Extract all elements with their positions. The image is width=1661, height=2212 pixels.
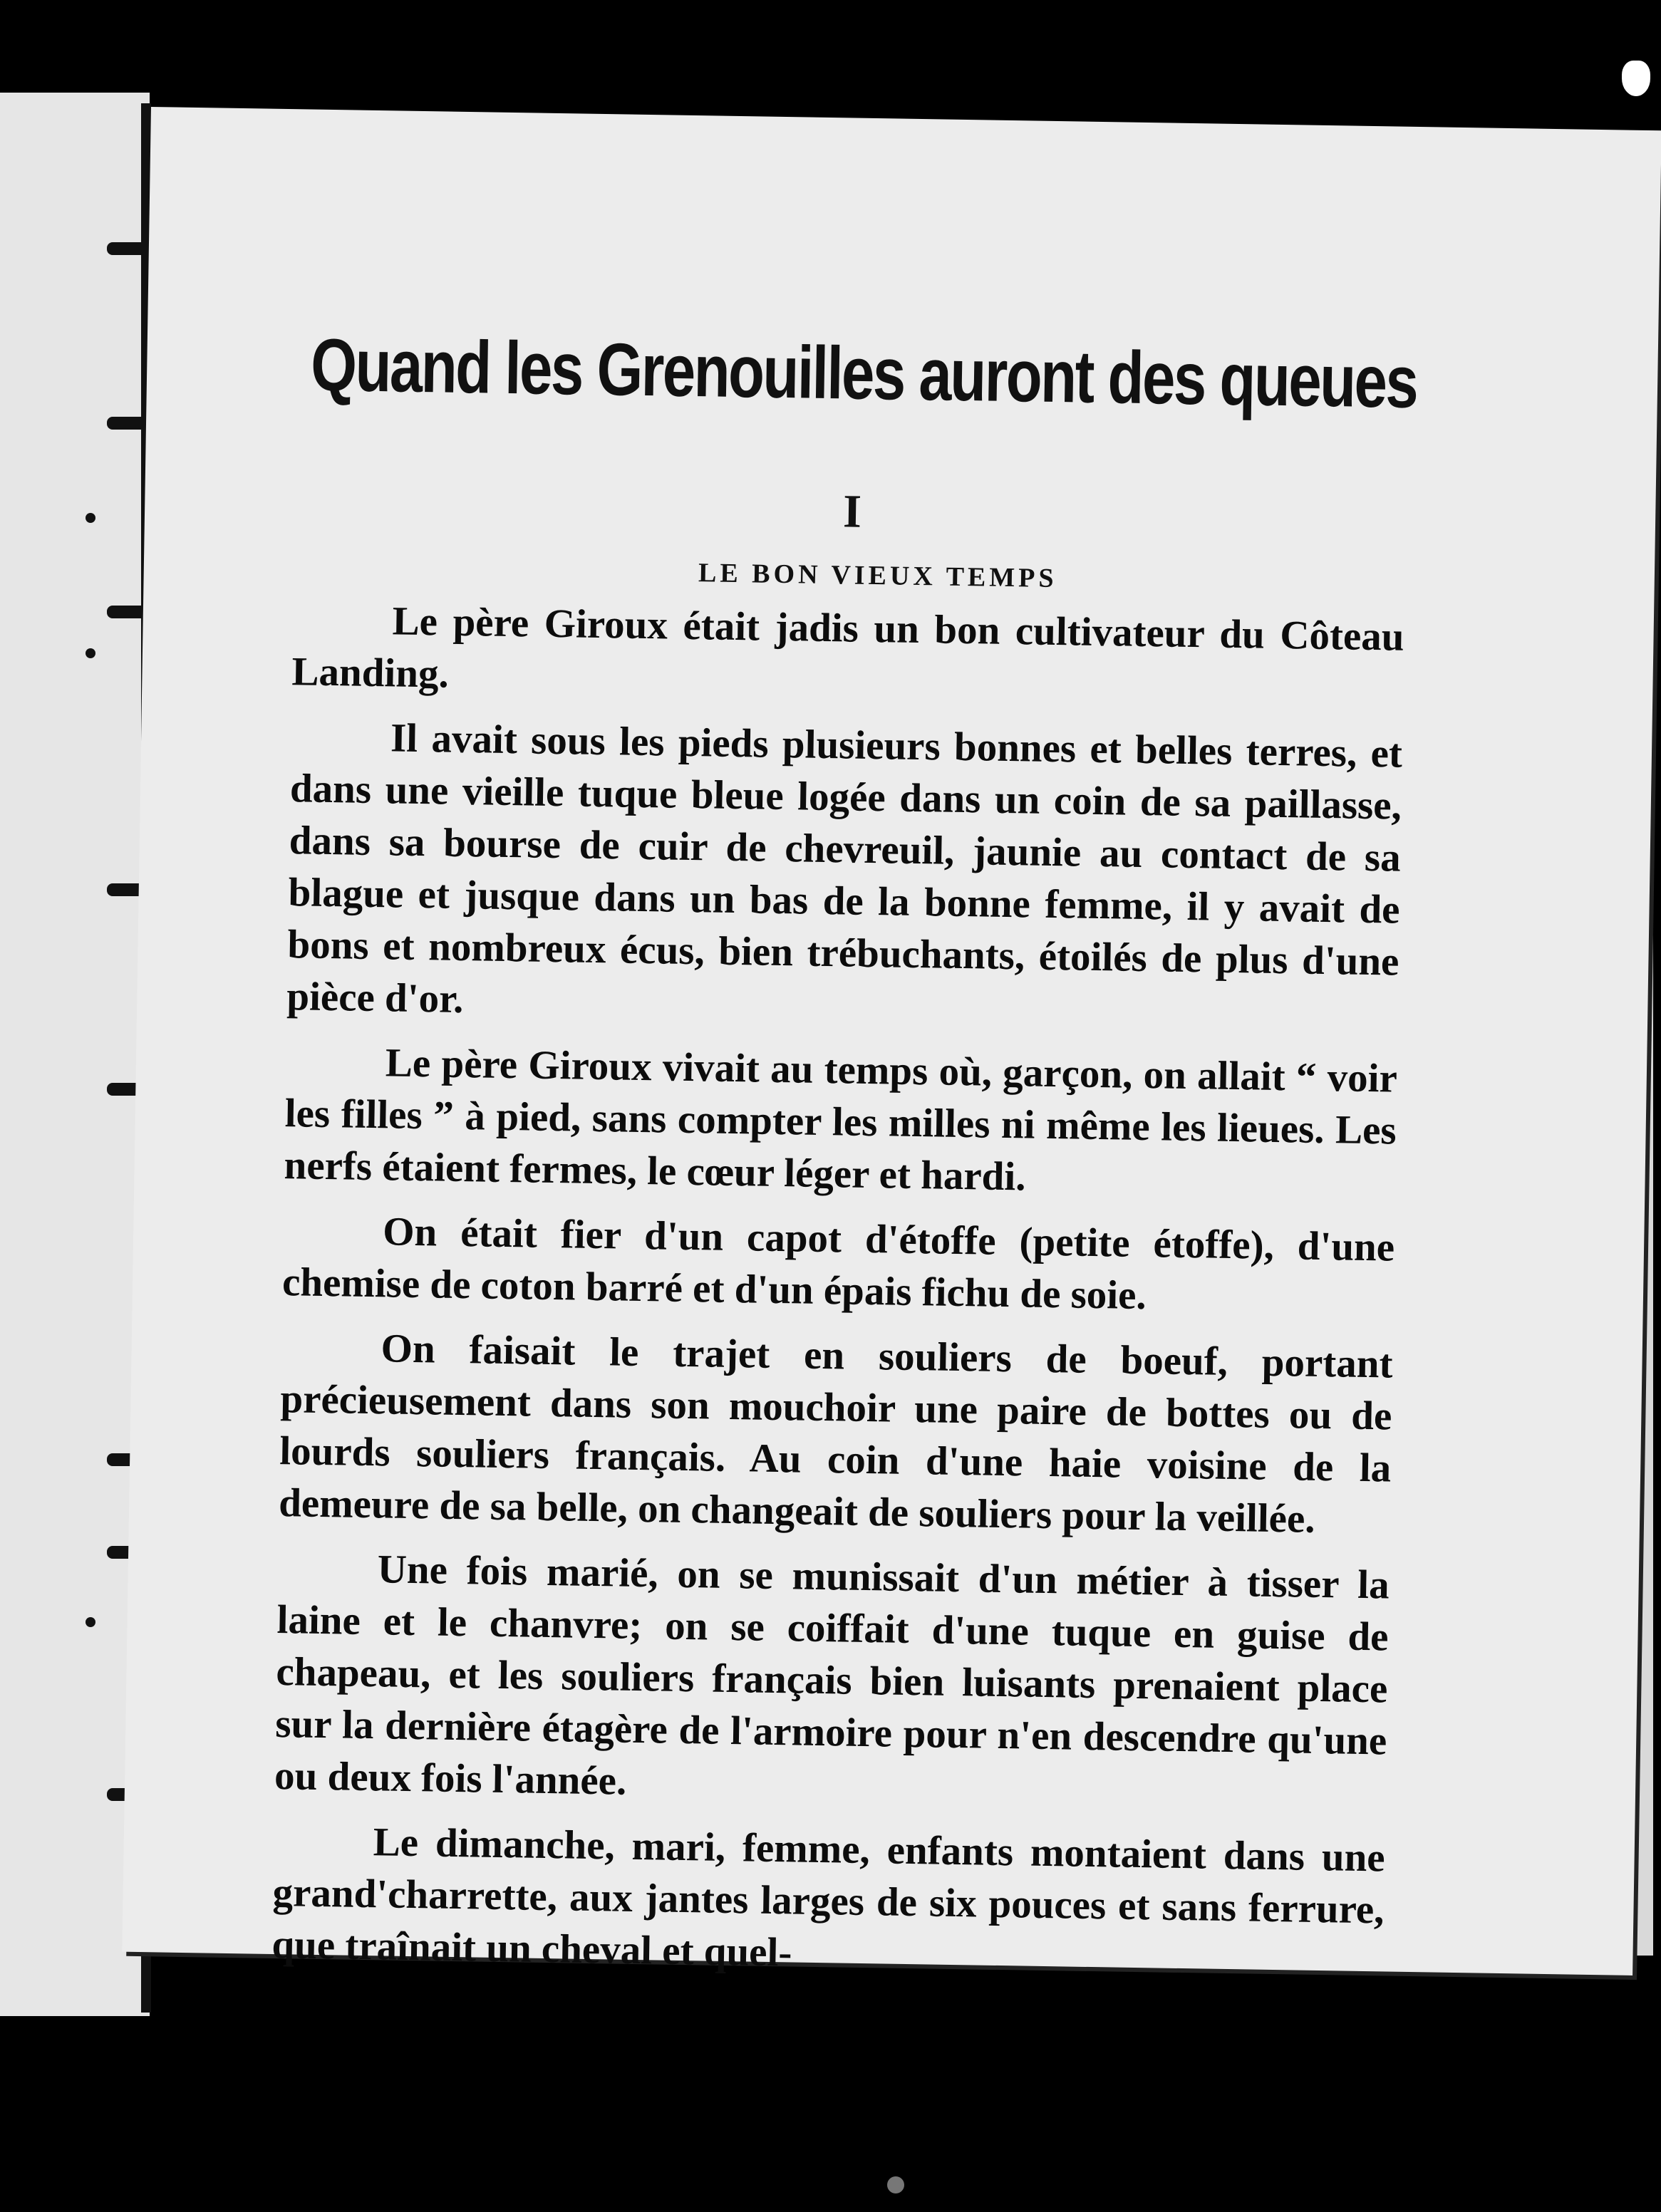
- book-page: [122, 107, 1661, 1975]
- paragraph: Une fois marié, on se munissait d'un métier à tisser la laine et le chanvre; on se coiffait d'une tuque en guise de chapeau, et les souliers français bien luisants prenaient place sur la dernière étagère de l'armoire pour n'en descendre qu'une ou deux fois l'année.: [274, 1547, 1390, 1804]
- binding-stitch: [86, 1617, 95, 1627]
- binding-stitch: [86, 513, 95, 523]
- body-text: [271, 593, 1404, 2000]
- paragraph: On faisait le trajet en souliers de boeuf, portant précieusement dans son mouchoir une paire de bottes ou de lourds souliers français. Au coin d'une haie voisine de la demeure de sa belle, on changeait de souliers pour la veillée.: [278, 1326, 1393, 1542]
- chapter-title: LE BON VIEUX TEMPS: [698, 558, 1057, 594]
- paragraph: Il avait sous les pieds plusieurs bonnes et belles terres, et dans une vieille tuque bleue logée dans un coin de sa paillasse, dans sa bourse de cuir de chevreuil, jaunie au contact de sa blague et jusque dans un bas de la bonne femme, il y avait de bons et nombreux écus, bien trébuchants, étoilés de plus d'une pièce d'or.: [286, 715, 1403, 1022]
- paragraph: Le père Giroux était jadis un bon cultivateur du Côteau Landing.: [291, 598, 1405, 697]
- corner-mark: [1622, 61, 1650, 96]
- paragraph: Le père Giroux vivait au temps où, garçon, on allait “ voir les filles ” à pied, sans compter les milles ni même les lieues. Les nerfs étaient fermes, le cœur léger et hardi.: [284, 1040, 1398, 1200]
- binding-stitch: [86, 648, 95, 658]
- paragraph: On était fier d'un capot d'étoffe (petite étoffe), d'une chemise de coton barré et d'un épais fichu de soie.: [281, 1209, 1395, 1319]
- scan-mark: [887, 2176, 904, 2193]
- paragraph: Le dimanche, mari, femme, enfants montaient dans une grand'charrette, aux jantes larges de six pouces et sans ferrure, que traînait un cheval et quel-: [271, 1819, 1386, 1975]
- chapter-number: I: [842, 485, 862, 538]
- page-title: Quand les Grenouilles auront des queues: [310, 323, 1418, 424]
